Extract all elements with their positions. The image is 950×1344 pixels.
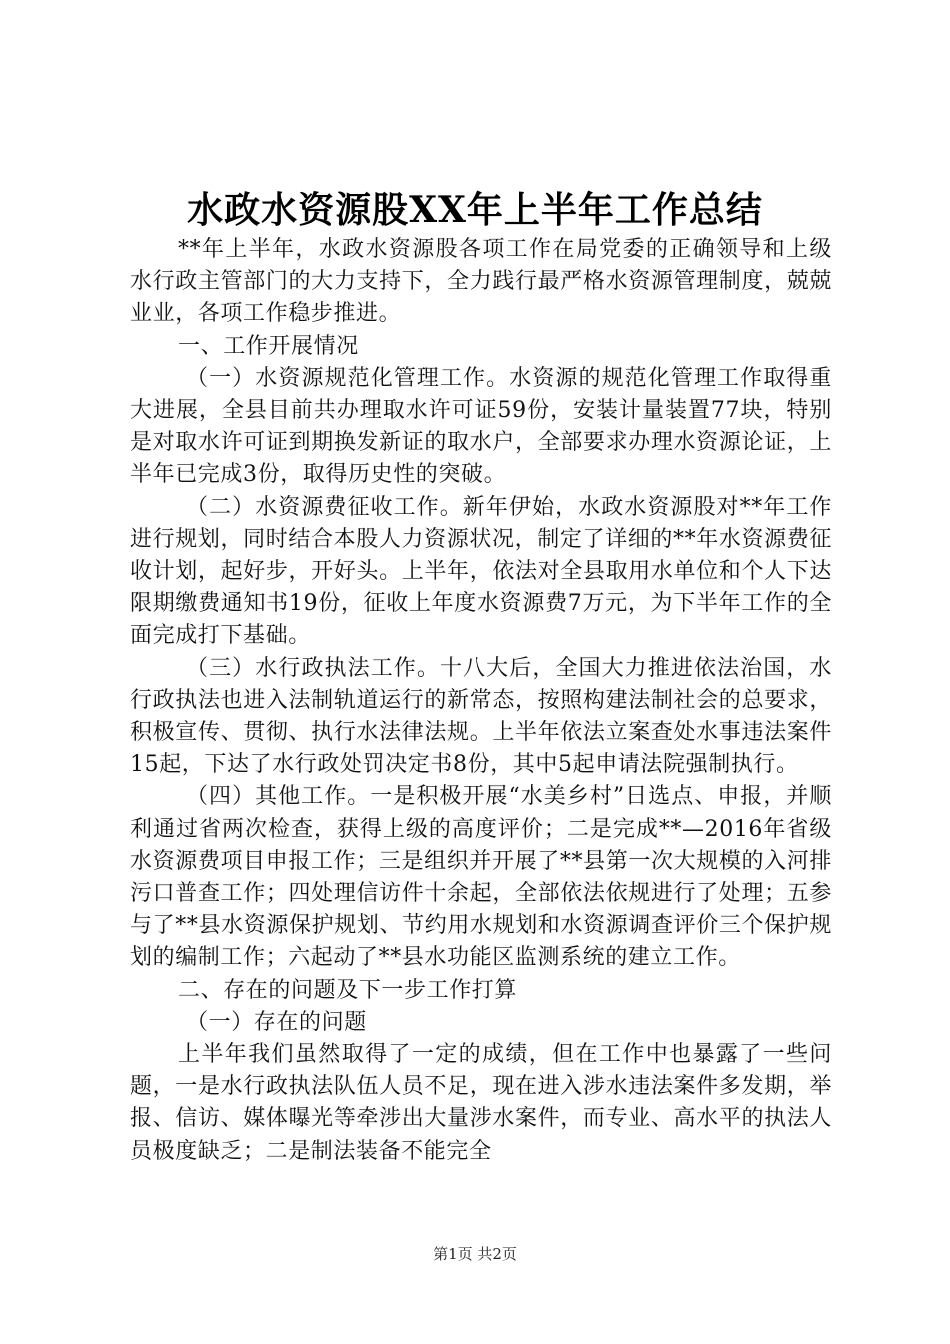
paragraph-other-work: （四）其他工作。一是积极开展“水美乡村”日选点、申报，并顺利通过省两次检查，获得上级的高度评价；二是完成**—2016年省级水资源费项目申报工作；三是组织并开展了**县第一次大规模的入河排污口普查工作；四处理信访件十余起，全部依法依规进行了处理；五参与了**县水资源保护规划、节约用水规划和水资源调查评价三个保护规划的编制工作；六起动了**县水功能区监测系统的建立工作。 [130,784,832,971]
paragraph-water-resource-management: （一）水资源规范化管理工作。水资源的规范化管理工作取得重大进展，全县目前共办理取水许可证59份，安装计量装置77块，特别是对取水许可证到期换发新证的取水户，全部要求办理水资源论证，上半年已完成3份，取得历史性的突破。 [130,365,832,488]
document-body [130,234,832,1168]
paragraph-problems: 上半年我们虽然取得了一定的成绩，但在工作中也暴露了一些问题，一是水行政执法队伍人员不足，现在进入涉水违法案件多发期，举报、信访、媒体曝光等牵涉出大量涉水案件，而专业、高水平的执法人员极度缺乏；二是制法装备不能完全 [130,1042,832,1164]
section-heading-work-progress: 一、工作开展情况 [178,333,359,359]
subheading-existing-problems: （一）存在的问题 [186,1009,367,1035]
page-number-footer: 第1页 共2页 [433,1245,517,1263]
paragraph-water-fee-collection: （二）水资源费征收工作。新年伊始，水政水资源股对**年工作进行规划，同时结合本股人力资源状况，制定了详细的**年水资源费征收计划，起好步，开好头。上半年，依法对全县取用水单位和个人下达限期缴费通知书19份，征收上年度水资源费7万元，为下半年工作的全面完成打下基础。 [130,494,832,649]
paragraph-intro: **年上半年，水政水资源股各项工作在局党委的正确领导和上级水行政主管部门的大力支持下，全力践行最严格水资源管理制度，兢兢业业，各项工作稳步推进。 [130,237,832,327]
document-title: 水政水资源股XX年上半年工作总结 [187,189,763,231]
paragraph-law-enforcement: （三）水行政执法工作。十八大后，全国大力推进依法治国，水行政执法也进入法制轨道运行的新常态，按照构建法制社会的总要求，积极宣传、贯彻、执行水法律法规。上半年依法立案查处水事违法案件15起，下达了水行政处罚决定书8份，其中5起申请法院强制执行。 [130,655,832,778]
section-heading-problems-plans: 二、存在的问题及下一步工作打算 [178,977,518,1003]
